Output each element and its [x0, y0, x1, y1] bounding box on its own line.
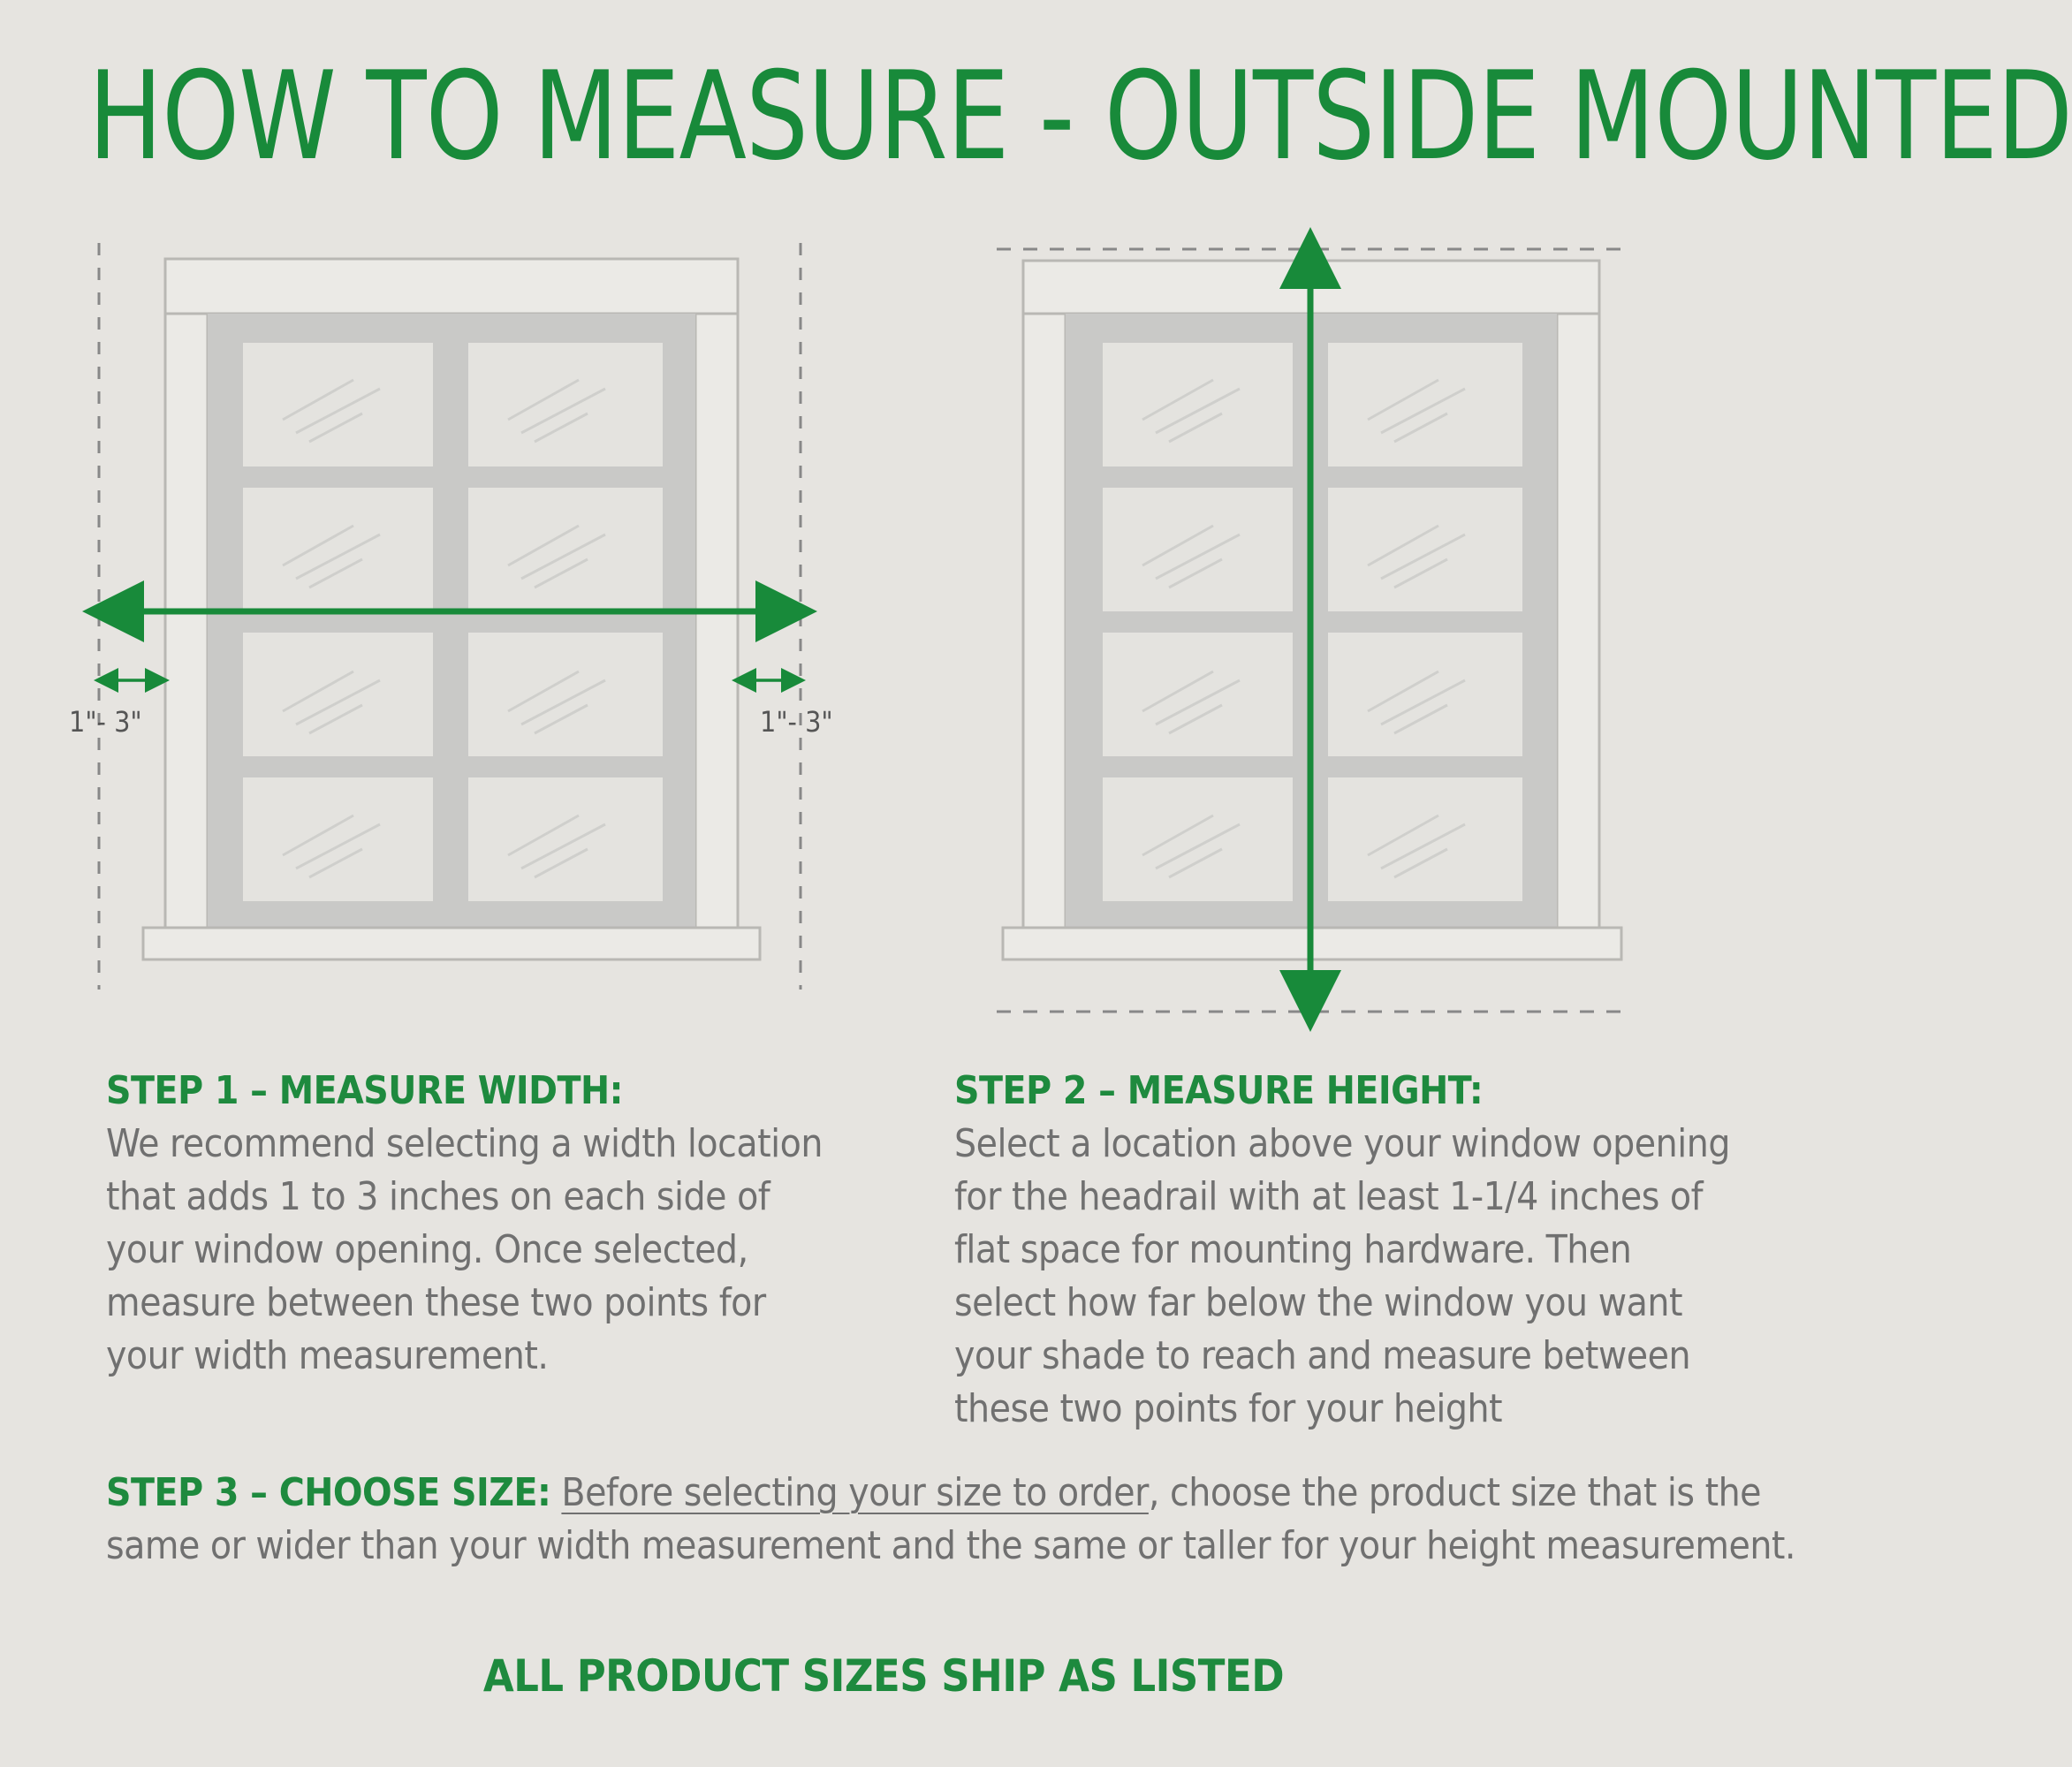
footer-note: ALL PRODUCT SIZES SHIP AS LISTED: [482, 1650, 1285, 1702]
step3-line-2: same or wider than your width measurement and the same or taller for your height measurement.: [106, 1523, 1795, 1568]
step3-underlined-text: Before selecting your size to order: [561, 1470, 1149, 1515]
step2-text-line: flat space for mounting hardware. Then: [954, 1227, 1632, 1272]
step3-heading: STEP 3 – CHOOSE SIZE:: [106, 1470, 551, 1515]
step1-text-line: We recommend selecting a width location: [106, 1121, 823, 1166]
step2-text-line: select how far below the window you want: [954, 1280, 1682, 1325]
step2-heading: STEP 2 – MEASURE HEIGHT:: [954, 1068, 1484, 1113]
step3-line-1: [106, 1467, 1762, 1520]
step2-section: [954, 1065, 1730, 1436]
step3-text: , choose the product size that is the: [1148, 1470, 1762, 1515]
step1-text-line: your window opening. Once selected,: [106, 1227, 748, 1272]
step1-text-line: that adds 1 to 3 inches on each side of: [106, 1174, 770, 1219]
step1-section: [106, 1065, 823, 1383]
step1-text-line: measure between these two points for: [106, 1280, 766, 1325]
step1-heading: STEP 1 – MEASURE WIDTH:: [106, 1068, 623, 1113]
step2-text-line: these two points for your height: [954, 1386, 1503, 1431]
step1-text-line: your width measurement.: [106, 1333, 549, 1378]
right-margin-label: 1"- 3": [760, 705, 833, 739]
step2-text-line: your shade to reach and measure between: [954, 1333, 1691, 1378]
page-title: HOW TO MEASURE - OUTSIDE MOUNTED: [88, 45, 2072, 187]
step2-text-line: Select a location above your window opening: [954, 1121, 1730, 1166]
step2-text-line: for the headrail with at least 1-1/4 inches of: [954, 1174, 1704, 1219]
left-margin-label: 1"- 3": [69, 705, 142, 739]
step3-section: [106, 1467, 1795, 1573]
